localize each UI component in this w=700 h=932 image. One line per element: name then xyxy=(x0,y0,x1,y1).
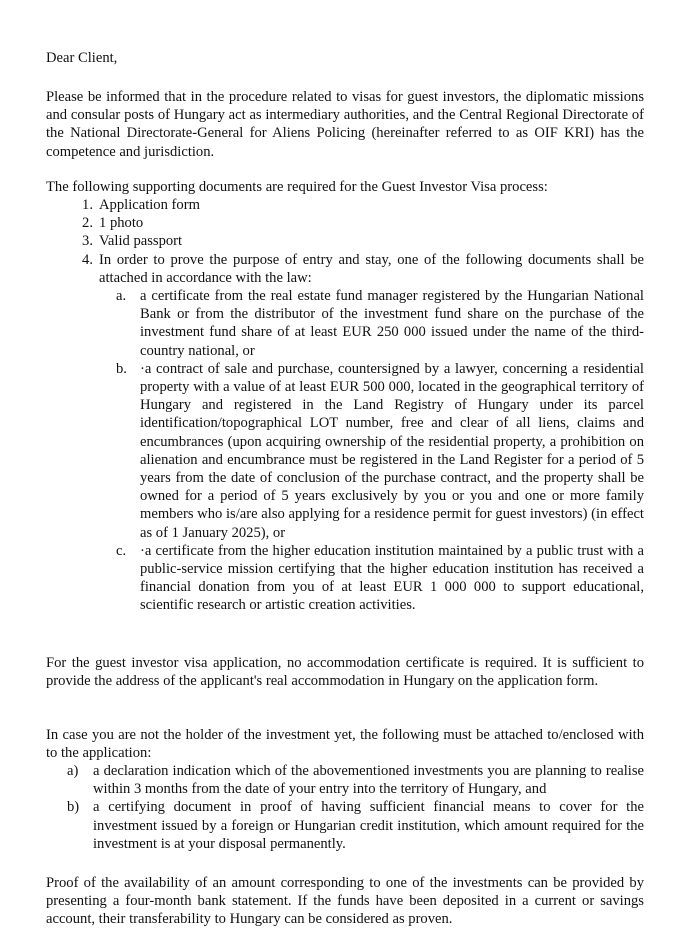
list-item xyxy=(46,360,644,542)
list-item-text: ·a certificate from the higher education institution maintained by a public trust with a public-service mission certifying that the higher education institution has received a financial donation from you of at least EUR 1 000 000 to support educational, scientific research or artistic creation activities. xyxy=(140,542,644,614)
list-item-text: In order to prove the purpose of entry and stay, one of the following documents shall be attached in accordance with the law: xyxy=(99,251,644,286)
list-marker: 4. xyxy=(82,251,93,268)
list-item xyxy=(46,542,644,615)
intro-paragraph: Please be informed that in the procedure related to visas for guest investors, the diplomatic missions and consular posts of Hungary act as intermediary authorities, and the Central Regional Directorate of the National Directorate-General for Aliens Policing (hereinafter referred to as OIF KRI) has the competence and jurisdiction. xyxy=(46,89,644,160)
list-item-text: a certifying document in proof of having sufficient financial means to cover for the investment issued by a foreign or Hungarian credit institution, which amount required for the investment is at your disposal permanently. xyxy=(93,799,644,852)
list-item-text: Valid passport xyxy=(99,233,183,250)
greeting: Dear Client, xyxy=(46,50,118,66)
list-marker: b. xyxy=(116,360,127,377)
documents-list xyxy=(46,196,644,615)
list-item xyxy=(46,762,644,798)
list-item xyxy=(46,287,644,360)
list-marker: b) xyxy=(67,799,80,816)
list-marker: a. xyxy=(116,288,127,305)
list-item-text: 1 photo xyxy=(99,215,144,232)
not-holder-list xyxy=(46,762,644,853)
accommodation-paragraph: For the guest investor visa application, no accommodation certificate is required. It is sufficient to provide the address of the applicant's real accommodation in Hungary on the application form. xyxy=(46,655,644,690)
list-item xyxy=(46,798,644,853)
investment-options-list xyxy=(46,287,644,615)
list-item xyxy=(46,251,644,287)
not-holder-intro: In case you are not the holder of the investment yet, the following must be attached to/enclosed with to the application: xyxy=(46,727,644,762)
list-item xyxy=(46,214,644,232)
list-marker: a) xyxy=(67,763,79,779)
list-item-text: a declaration indication which of the abovementioned investments you are planning to realise within 3 months from the date of your entry into the territory of Hungary, and xyxy=(93,763,644,798)
list-item xyxy=(46,196,644,214)
list-item-text: a certificate from the real estate fund manager registered by the Hungarian National Bank or from the distributor of the investment fund share on the purchase of the investment fund share of at least EUR 250 000 issued under the name of the third-country national, or xyxy=(140,288,644,359)
list-item xyxy=(46,232,644,250)
list-item-text: Application form xyxy=(99,197,200,213)
documents-intro: The following supporting documents are required for the Guest Investor Visa process: xyxy=(46,179,548,195)
list-marker: c. xyxy=(116,542,127,559)
proof-paragraph: Proof of the availability of an amount corresponding to one of the investments can be provided by presenting a four-month bank statement. If the funds have been deposited in a current or savings account, their transferability to Hungary can be considered as proven. xyxy=(46,875,644,928)
list-marker: 3. xyxy=(82,233,93,250)
list-item-text: ·a contract of sale and purchase, countersigned by a lawyer, concerning a residential property with a value of at least EUR 500 000, located in the geographical territory of Hungary and registered in the Land Registry of Hungary under its parcel identification/topographical LOT number, free and clear of all liens, claims and encumbrances (upon acquiring ownership of the residential property, a prohibition on alienation and encumbrance must be registered in the Land Register for a period of 5 years from the date of conclusion of the purchase contract, and the property shall be owned for a period of 5 years exclusively by you or you and one or more family members who is/are also applying for a residence permit for guest investors) (in effect as of 1 January 2025), or xyxy=(140,360,644,541)
list-marker: 1. xyxy=(82,197,93,213)
list-marker: 2. xyxy=(82,215,93,232)
